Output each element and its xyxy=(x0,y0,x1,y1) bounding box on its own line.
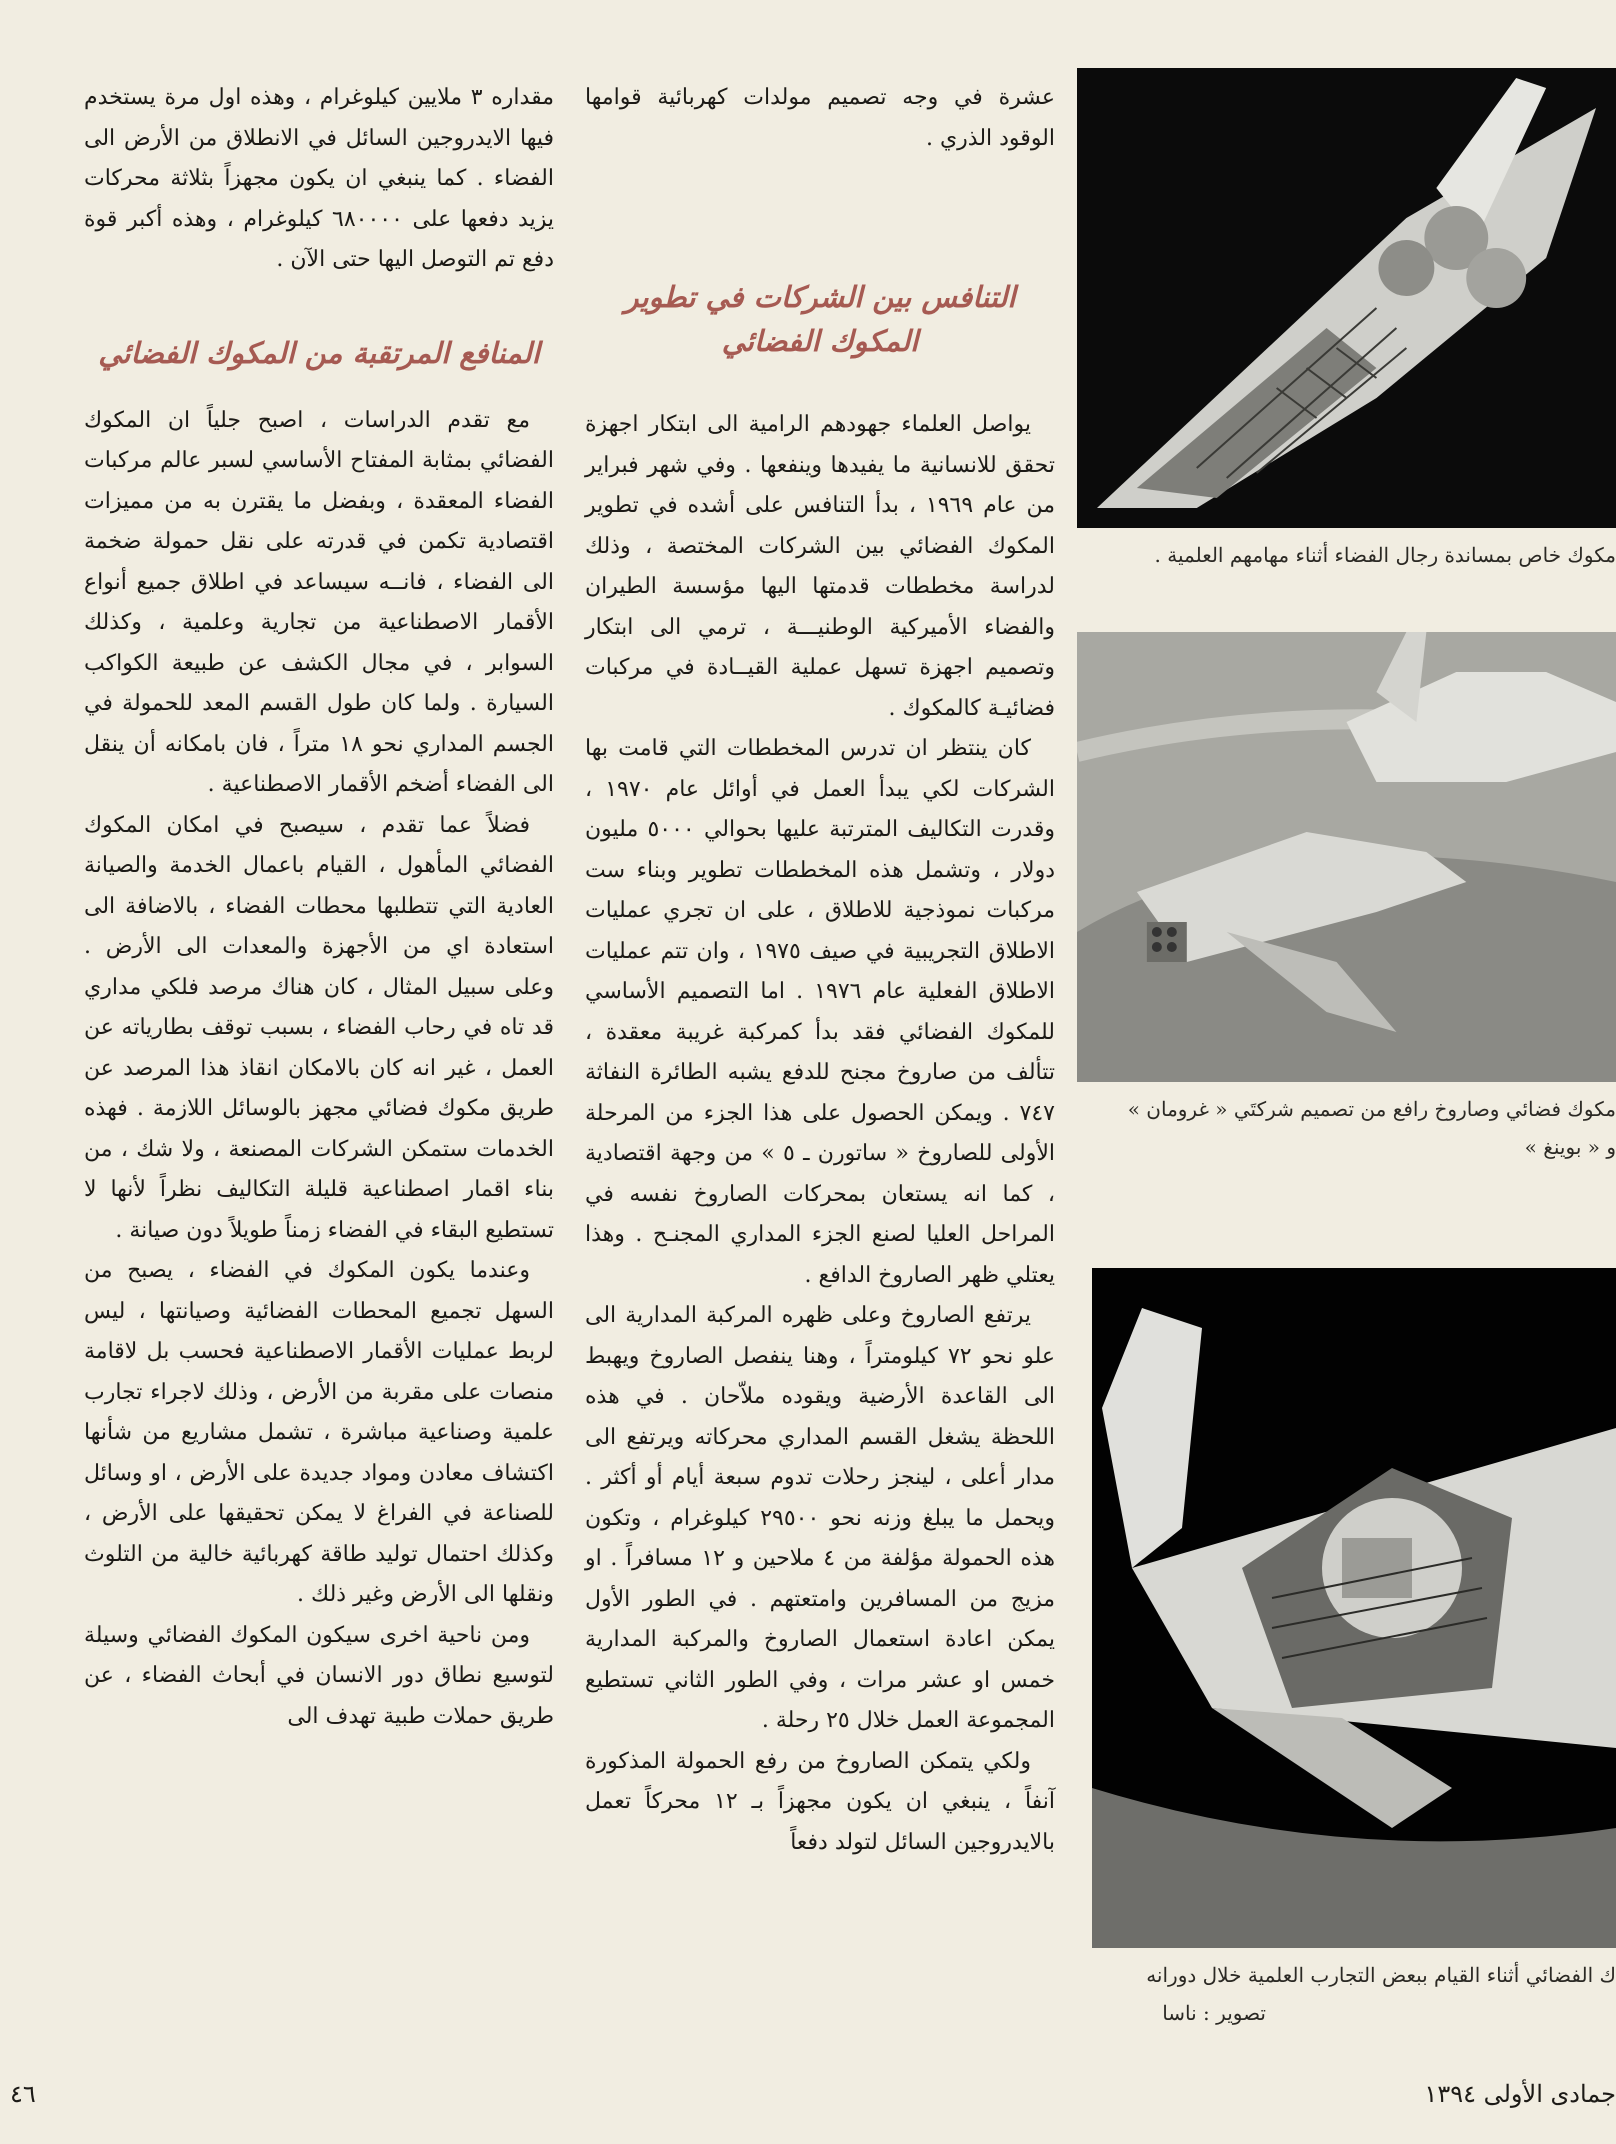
paragraph: عشرة في وجه تصميم مولدات كهربائية قوامها الوقود الذري . xyxy=(585,85,1055,151)
paragraph: كان ينتظر ان تدرس المخططات التي قامت بها الشركات لكي يبدأ العمل في أوائل عام ١٩٧٠ ، وقدرت التكاليف المترتبة عليها بحوالي ٥٠٠٠ مليون دولار ، وتشمل هذه المخططات تطوير وبناء ست مركبات نموذجية للاطلاق ، على ان تجري عمليات الاطلاق التجريبية في صيف ١٩٧٥ ، وان تتم عمليات الاطلاق الفعلية عام ١٩٧٦ . اما التصميم الأساسي للمكوك الفضائي فقد بدأ كمركبة غريبة معقدة ، تتألف من صاروخ مجنح للدفع يشبه الطائرة النفاثة ٧٤٧ . ويمكن الحصول على هذا الجزء من المرحلة الأولى للصاروخ « ساتورن ـ ٥ » من وجهة اقتصادية ، كما انه يستعان بمحركات الصاروخ نفسه في المراحل العليا لصنع الجزء المداري المجنـح . وهذا يعتلي ظهر الصاروخ الدافع . xyxy=(585,736,1055,1288)
page-number: ٤٦ xyxy=(10,2080,36,2108)
left-text-column xyxy=(84,78,554,1737)
paragraph: ولكي يتمكن الصاروخ من رفع الحمولة المذكورة آنفاً ، ينبغي ان يكون مجهزاً بـ ١٢ محركاً تعمل بالايدروجين السائل لتولد دفعاً xyxy=(585,1748,1056,1855)
photo-caption: و « بوينغ » xyxy=(1524,1135,1616,1159)
paragraph: يرتفع الصاروخ وعلى ظهره المركبة المدارية الى علو نحو ٧٢ كيلومتراً ، وهنا ينفصل الصاروخ ويهبط الى القاعدة الأرضية ويقوده ملاّحان . في هذه اللحظة يشغل القسم المداري محركاته ويرتفع الى مدار أعلى ، لينجز رحلات تدوم سبعة أيام أو أكثر . ويحمل ما يبلغ وزنه نحو ٢٩٥٠٠ كيلوغرام ، وتكون هذه الحمولة مؤلفة من ٤ ملاحين و ١٢ مسافراً . او مزيج من المسافرين وامتعتهم . في الطور الأول يمكن اعادة استعمال الصاروخ والمركبة المدارية خمس او عشر مرات ، وفي الطور الثاني تستطيع المجموعة العمل خلال ٢٥ رحلة . xyxy=(585,1303,1055,1733)
paragraph: وعندما يكون المكوك في الفضاء ، يصبح من السهل تجميع المحطات الفضائية وصيانتها ، ليس لربط عمليات الأقمار الاصطناعية فحسب بل لاقامة منصات على مقربة من الأرض ، وذلك لاجراء تجارب علمية وصناعية مباشرة ، تشمل مشاريع من شأنها اكتشاف معادن ومواد جديدة على الأرض ، او وسائل للصناعة في الفراغ لا يمكن تحقيقها على الأرض ، وكذلك احتمال توليد طاقة كهربائية خالية من التلوث ونقلها الى الأرض وغير ذلك . xyxy=(84,1258,554,1607)
orbiter-payload-photo xyxy=(1092,1268,1616,1948)
section-heading: المنافع المرتقبة من المكوك الفضائي xyxy=(98,335,540,370)
section-heading: التنافس بين الشركات في تطوير المكوك الفضائي xyxy=(624,280,1016,358)
middle-text-column xyxy=(585,78,1055,1863)
paragraph: مع تقدم الدراسات ، اصبح جلياً ان المكوك الفضائي بمثابة المفتاح الأساسي لسبر عالم مركبات الفضاء المعقدة ، وبفضل ما يقترن به من مميزات اقتصادية تكمن في قدرته على نقل حمولة ضخمة الى الفضاء ، فانــه سيساعد في اطلاق جميع أنواع الأقمار الاصطناعية من تجارية وعلمية ، وكذلك السوابر ، في مجال الكشف عن طبيعة الكواكب السيارة . ولما كان طول القسم المعد للحمولة في الجسم المداري نحو ١٨ متراً ، فان بامكانه أن ينقل الى الفضاء أضخم الأقمار الاصطناعية . xyxy=(84,407,554,797)
photo-credit: تصوير : ناسا xyxy=(1162,2001,1266,2025)
paragraph: مقداره ٣ ملايين كيلوغرام ، وهذه اول مرة يستخدم فيها الايدروجين السائل في الانطلاق من الأرض الى الفضاء . كما ينبغي ان يكون مجهزاً بثلاثة محركات يزيد دفعها على ٦٨٠٠٠٠ كيلوغرام ، وهذه أكبر قوة دفع تم التوصل اليها حتى الآن . xyxy=(84,85,554,272)
photo-caption: مكوك فضائي وصاروخ رافع من تصميم شركتَي « غرومان » xyxy=(1127,1097,1616,1121)
paragraph: فضلاً عما تقدم ، سيصبح في امكان المكوك الفضائي المأهول ، القيام باعمال الخدمة والصيانة العادية التي تتطلبها محطات الفضاء ، بالاضافة الى استعادة اي من الأجهزة والمعدات الى الأرض . وعلى سبيل المثال ، كان هناك مرصد فلكي مداري قد تاه في رحاب الفضاء ، بسبب توقف بطارياته عن العمل ، غير انه كان بالامكان انقاذ هذا المرصد عن طريق مكوك فضائي مجهز بالوسائل اللازمة . فهذه الخدمات ستمكن الشركات المصنعة ، ولا شك ، من بناء اقمار اصطناعية قليلة التكاليف نظراً لأنها لا تستطيع البقاء في الفضاء زمناً طويلاً دون صيانة . xyxy=(84,812,554,1243)
shuttle-booster-photo xyxy=(1077,632,1616,1082)
shuttle-cutaway-photo xyxy=(1077,68,1616,528)
photo-caption: مكوك خاص بمساندة رجال الفضاء أثناء مهامهم العلمية . xyxy=(1154,543,1616,567)
paragraph: ومن ناحية اخرى سيكون المكوك الفضائي وسيلة لتوسيع نطاق دور الانسان في أبحاث الفضاء ، عن طريق حملات طبية تهدف الى xyxy=(84,1622,554,1729)
issue-date: جمادى الأولى ١٣٩٤ xyxy=(1424,2080,1616,2108)
photo-caption: ك الفضائي أثناء القيام ببعض التجارب العلمية خلال دورانه xyxy=(1146,1963,1616,1987)
paragraph: يواصل العلماء جهودهم الرامية الى ابتكار اجهزة تحقق للانسانية ما يفيدها وينفعها . وفي شهر فبراير من عام ١٩٦٩ ، بدأ التنافس على أشده في تطوير المكوك الفضائي بين الشركات المختصة ، وذلك لدراسة مخططات قدمتها اليها مؤسسة الطيران والفضاء الأميركية الوطنيـــة ، ترمي الى ابتكار وتصميم اجهزة تسهل عملية القيــادة في مركبات فضائيـة كالمكوك . xyxy=(585,412,1056,721)
